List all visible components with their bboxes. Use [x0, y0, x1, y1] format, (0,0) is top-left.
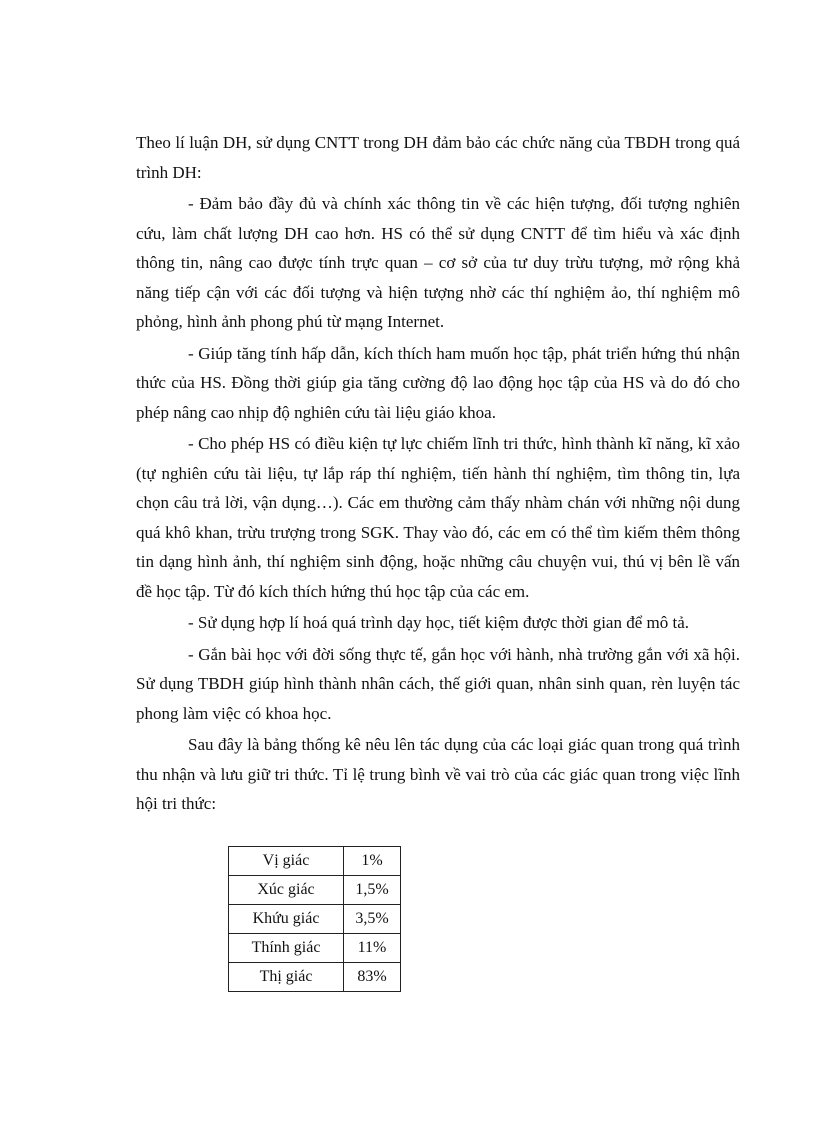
table-row	[229, 934, 401, 963]
sense-name-cell: Thị giác	[229, 963, 344, 992]
sense-percent-cell: 11%	[344, 934, 401, 963]
sense-name-cell: Khứu giác	[229, 905, 344, 934]
bullet-rationalize-teaching: - Sử dụng hợp lí hoá quá trình dạy học, tiết kiệm được thời gian để mô tả.	[188, 613, 690, 632]
sense-percent-cell: 1%	[344, 847, 401, 876]
sense-name-cell: Vị giác	[229, 847, 344, 876]
bullet-accurate-information: - Đảm bảo đầy đủ và chính xác thông tin về các hiện tượng, đối tượng nghiên cứu, làm chất lượng DH cao hơn. HS có thể sử dụng CNTT để tìm hiểu và xác định thông tin, nâng cao được tính trực quan – cơ sở của tư duy trừu tượng, mở rộng khả năng tiếp cận với các đối tượng và hiện tượng nhờ các thí nghiệm ảo, thí nghiệm mô phỏng, hình ảnh phong phú từ mạng Internet.	[136, 194, 740, 331]
sense-name-cell: Thính giác	[229, 934, 344, 963]
bullet-self-learning: - Cho phép HS có điều kiện tự lực chiếm lĩnh tri thức, hình thành kĩ năng, kĩ xảo (tự nghiên cứu tài liệu, tự lắp ráp thí nghiệm, tiến hành thí nghiệm, tìm thông tin, lựa chọn câu trả lời, vận dụng…). Các em thường cảm thấy nhàm chán với những nội dung quá khô khan, trừu trượng trong SGK. Thay vào đó, các em có thể tìm kiếm thêm thông tin dạng hình ảnh, thí nghiệm sinh động, hoặc những câu chuyện vui, thú vị bên lề vấn đề học tập. Từ đó kích thích hứng thú học tập của các em.	[136, 434, 740, 601]
sense-percent-cell: 3,5%	[344, 905, 401, 934]
bullet-increase-interest: - Giúp tăng tính hấp dẫn, kích thích ham muốn học tập, phát triển hứng thú nhận thức của HS. Đồng thời giúp gia tăng cường độ lao động học tập của HS và do đó cho phép nâng cao nhịp độ nghiên cứu tài liệu giáo khoa.	[136, 343, 740, 422]
table-row	[229, 876, 401, 905]
table-row	[229, 847, 401, 876]
senses-percentage-table	[228, 846, 401, 992]
sense-percent-cell: 1,5%	[344, 876, 401, 905]
bullet-link-to-life: - Gắn bài học với đời sống thực tế, gắn học với hành, nhà trường gắn với xã hội. Sử dụng TBDH giúp hình thành nhân cách, thế giới quan, nhân sinh quan, rèn luyện tác phong làm việc có khoa học.	[136, 644, 740, 723]
document-body	[136, 128, 740, 819]
table-row	[229, 963, 401, 992]
table-row	[229, 905, 401, 934]
sense-name-cell: Xúc giác	[229, 876, 344, 905]
intro-paragraph: Theo lí luận DH, sử dụng CNTT trong DH đảm bảo các chức năng của TBDH trong quá trình DH:	[136, 133, 740, 182]
sense-percent-cell: 83%	[344, 963, 401, 992]
statistics-intro-paragraph: Sau đây là bảng thống kê nêu lên tác dụng của các loại giác quan trong quá trình thu nhận và lưu giữ tri thức. Tỉ lệ trung bình về vai trò của các giác quan trong việc lĩnh hội tri thức:	[136, 735, 740, 813]
